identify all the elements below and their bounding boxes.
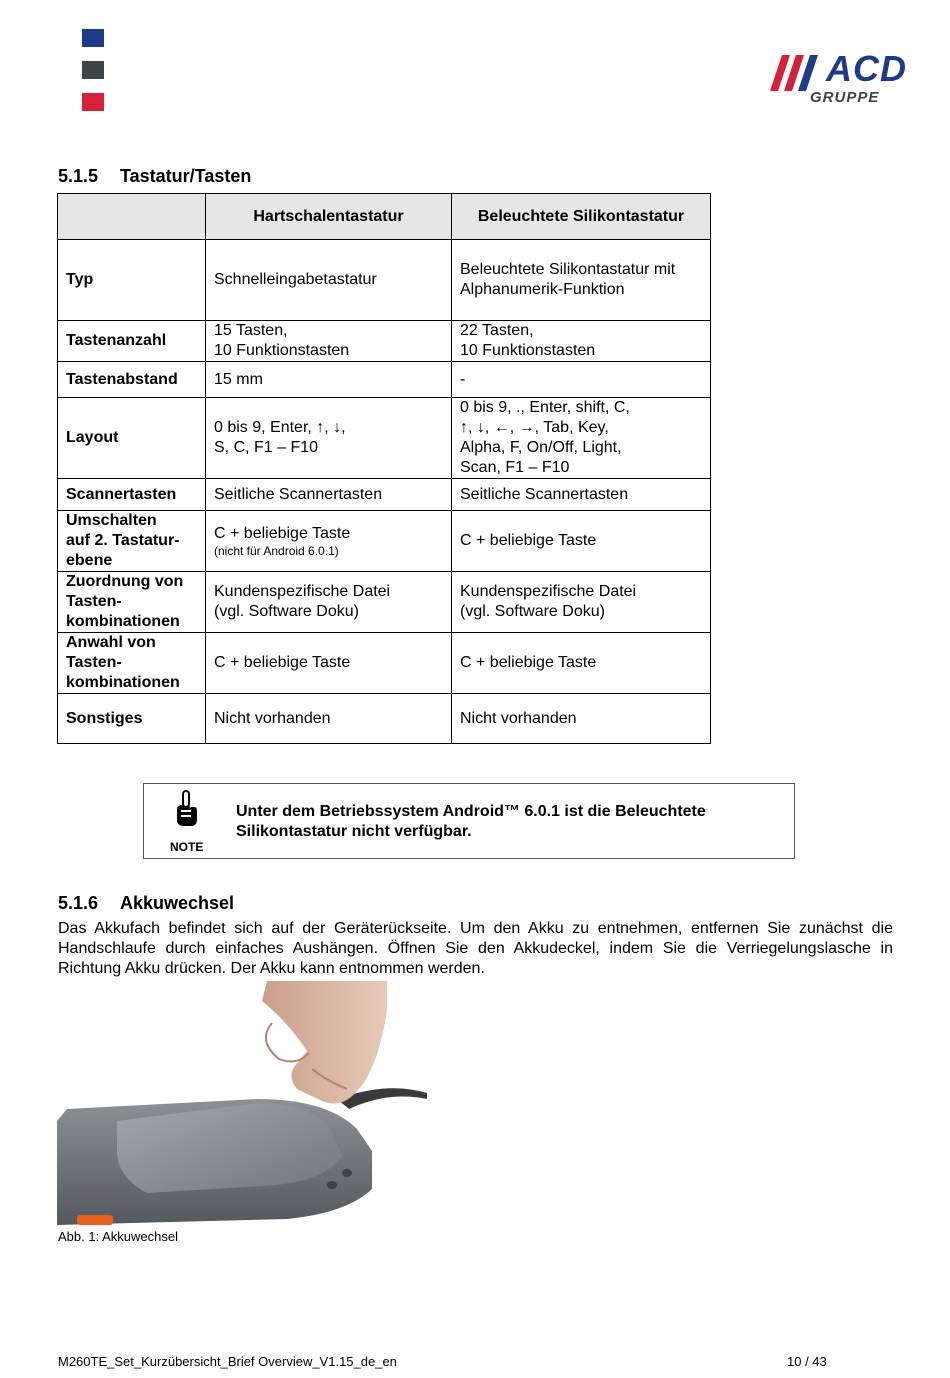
cell-text: Schnelleingabetastatur [214, 271, 377, 288]
hartschalen-cell [206, 633, 452, 694]
hartschalen-cell [206, 362, 452, 398]
table-header-cell: Hartschalentastatur [206, 194, 452, 240]
silikon-cell: C + beliebige Taste [452, 511, 711, 572]
table-row [58, 240, 711, 321]
cell-text: 0 bis 9, Enter, ↑, ↓, S, C, F1 – F10 [214, 419, 346, 456]
table-header-row [58, 194, 711, 240]
row-header-cell: Tastenabstand [58, 362, 206, 398]
hartschalen-cell [206, 694, 452, 744]
row-header-cell: Tastenanzahl [58, 321, 206, 362]
cell-text: C + beliebige Taste [214, 525, 351, 542]
hartschalen-cell [206, 398, 452, 479]
section-heading-516 [58, 892, 234, 914]
section-title: Tastatur/Tasten [120, 166, 252, 186]
cell-text: Seitliche Scannertasten [214, 485, 383, 503]
logo-sub: GRUPPE [810, 89, 880, 106]
table-row [58, 511, 711, 572]
silikon-cell: Seitliche Scannertasten [452, 479, 711, 511]
footer-page-number: 10 / 43 [787, 1354, 827, 1369]
pointing-hand-icon [174, 790, 200, 828]
table-row [58, 479, 711, 511]
hartschalen-cell [206, 240, 452, 321]
row-header-cell: Scannertasten [58, 479, 206, 511]
table-row [58, 694, 711, 744]
silikon-cell: - [452, 362, 711, 398]
cell-note: (nicht für Android 6.0.1) [214, 544, 339, 558]
silikon-cell: 0 bis 9, ., Enter, shift, C, ↑, ↓, ←, →, Tab, Key, Alpha, F, On/Off, Light, Scan, F1 – F10 [452, 398, 711, 479]
table-row [58, 362, 711, 398]
hartschalen-cell [206, 511, 452, 572]
silikon-cell: Beleuchtete Silikontastatur mit Alphanumerik-Funktion [452, 240, 711, 321]
section-title: Akkuwechsel [120, 893, 235, 913]
section-number: 5.1.6 [58, 893, 99, 913]
table-row [58, 633, 711, 694]
table-header-cell: Beleuchtete Silikontastatur [452, 194, 711, 240]
keyboard-spec-table [57, 193, 711, 744]
brand-square-blue [82, 29, 104, 47]
acd-logo [766, 45, 918, 111]
row-header-cell: Layout [58, 398, 206, 479]
row-header-cell: Zuordnung von Tasten- kombinationen [58, 572, 206, 633]
row-header-cell: Anwahl von Tasten- kombinationen [58, 633, 206, 694]
row-header-cell: Umschalten auf 2. Tastatur- ebene [58, 511, 206, 572]
hartschalen-cell [206, 321, 452, 362]
brand-square-gray [82, 61, 104, 79]
silikon-cell: Nicht vorhanden [452, 694, 711, 744]
footer-document-name: M260TE_Set_Kurzübersicht_Brief Overview_V1.15_de_en [58, 1354, 397, 1369]
hartschalen-cell [206, 479, 452, 511]
brand-square-red [82, 93, 104, 111]
figure-caption: Abb. 1: Akkuwechsel [58, 1229, 178, 1244]
cell-text: Kundenspezifische Datei (vgl. Software Doku) [214, 583, 391, 620]
battery-paragraph: Das Akkufach befindet sich auf der Geräterückseite. Um den Akku zu entnehmen, entfernen Sie zunächst die Handschlaufe durch einfaches Aushängen. Öffnen Sie den Akkudeckel, indem Sie die Verriegelungslasche in Richtung Akku drücken. Der Akku kann entnommen werden. [58, 920, 893, 977]
note-text: Unter dem Betriebssystem Android™ 6.0.1 ist die Beleuchtete Silikontastatur nicht verfügbar. [236, 803, 706, 840]
cell-text: 15 mm [214, 370, 263, 388]
section-number: 5.1.5 [58, 166, 99, 186]
cell-text: 15 Tasten, 10 Funktionstasten [214, 322, 350, 359]
cell-text: C + beliebige Taste [214, 654, 351, 671]
table-row [58, 398, 711, 479]
hartschalen-cell [206, 572, 452, 633]
row-header-cell: Typ [58, 240, 206, 321]
silikon-cell: Kundenspezifische Datei (vgl. Software Doku) [452, 572, 711, 633]
section-heading-515 [58, 165, 251, 187]
battery-change-photo [57, 981, 427, 1225]
table-row [58, 572, 711, 633]
table-header-cell [58, 194, 206, 240]
logo-word: ACD [826, 48, 907, 89]
silikon-cell: C + beliebige Taste [452, 633, 711, 694]
row-header-cell: Sonstiges [58, 694, 206, 744]
note-box [143, 783, 795, 859]
silikon-cell: 22 Tasten, 10 Funktionstasten [452, 321, 711, 362]
device-illustration [57, 981, 427, 1225]
table-row [58, 321, 711, 362]
cell-text: Nicht vorhanden [214, 709, 331, 727]
note-label: NOTE [170, 840, 204, 854]
